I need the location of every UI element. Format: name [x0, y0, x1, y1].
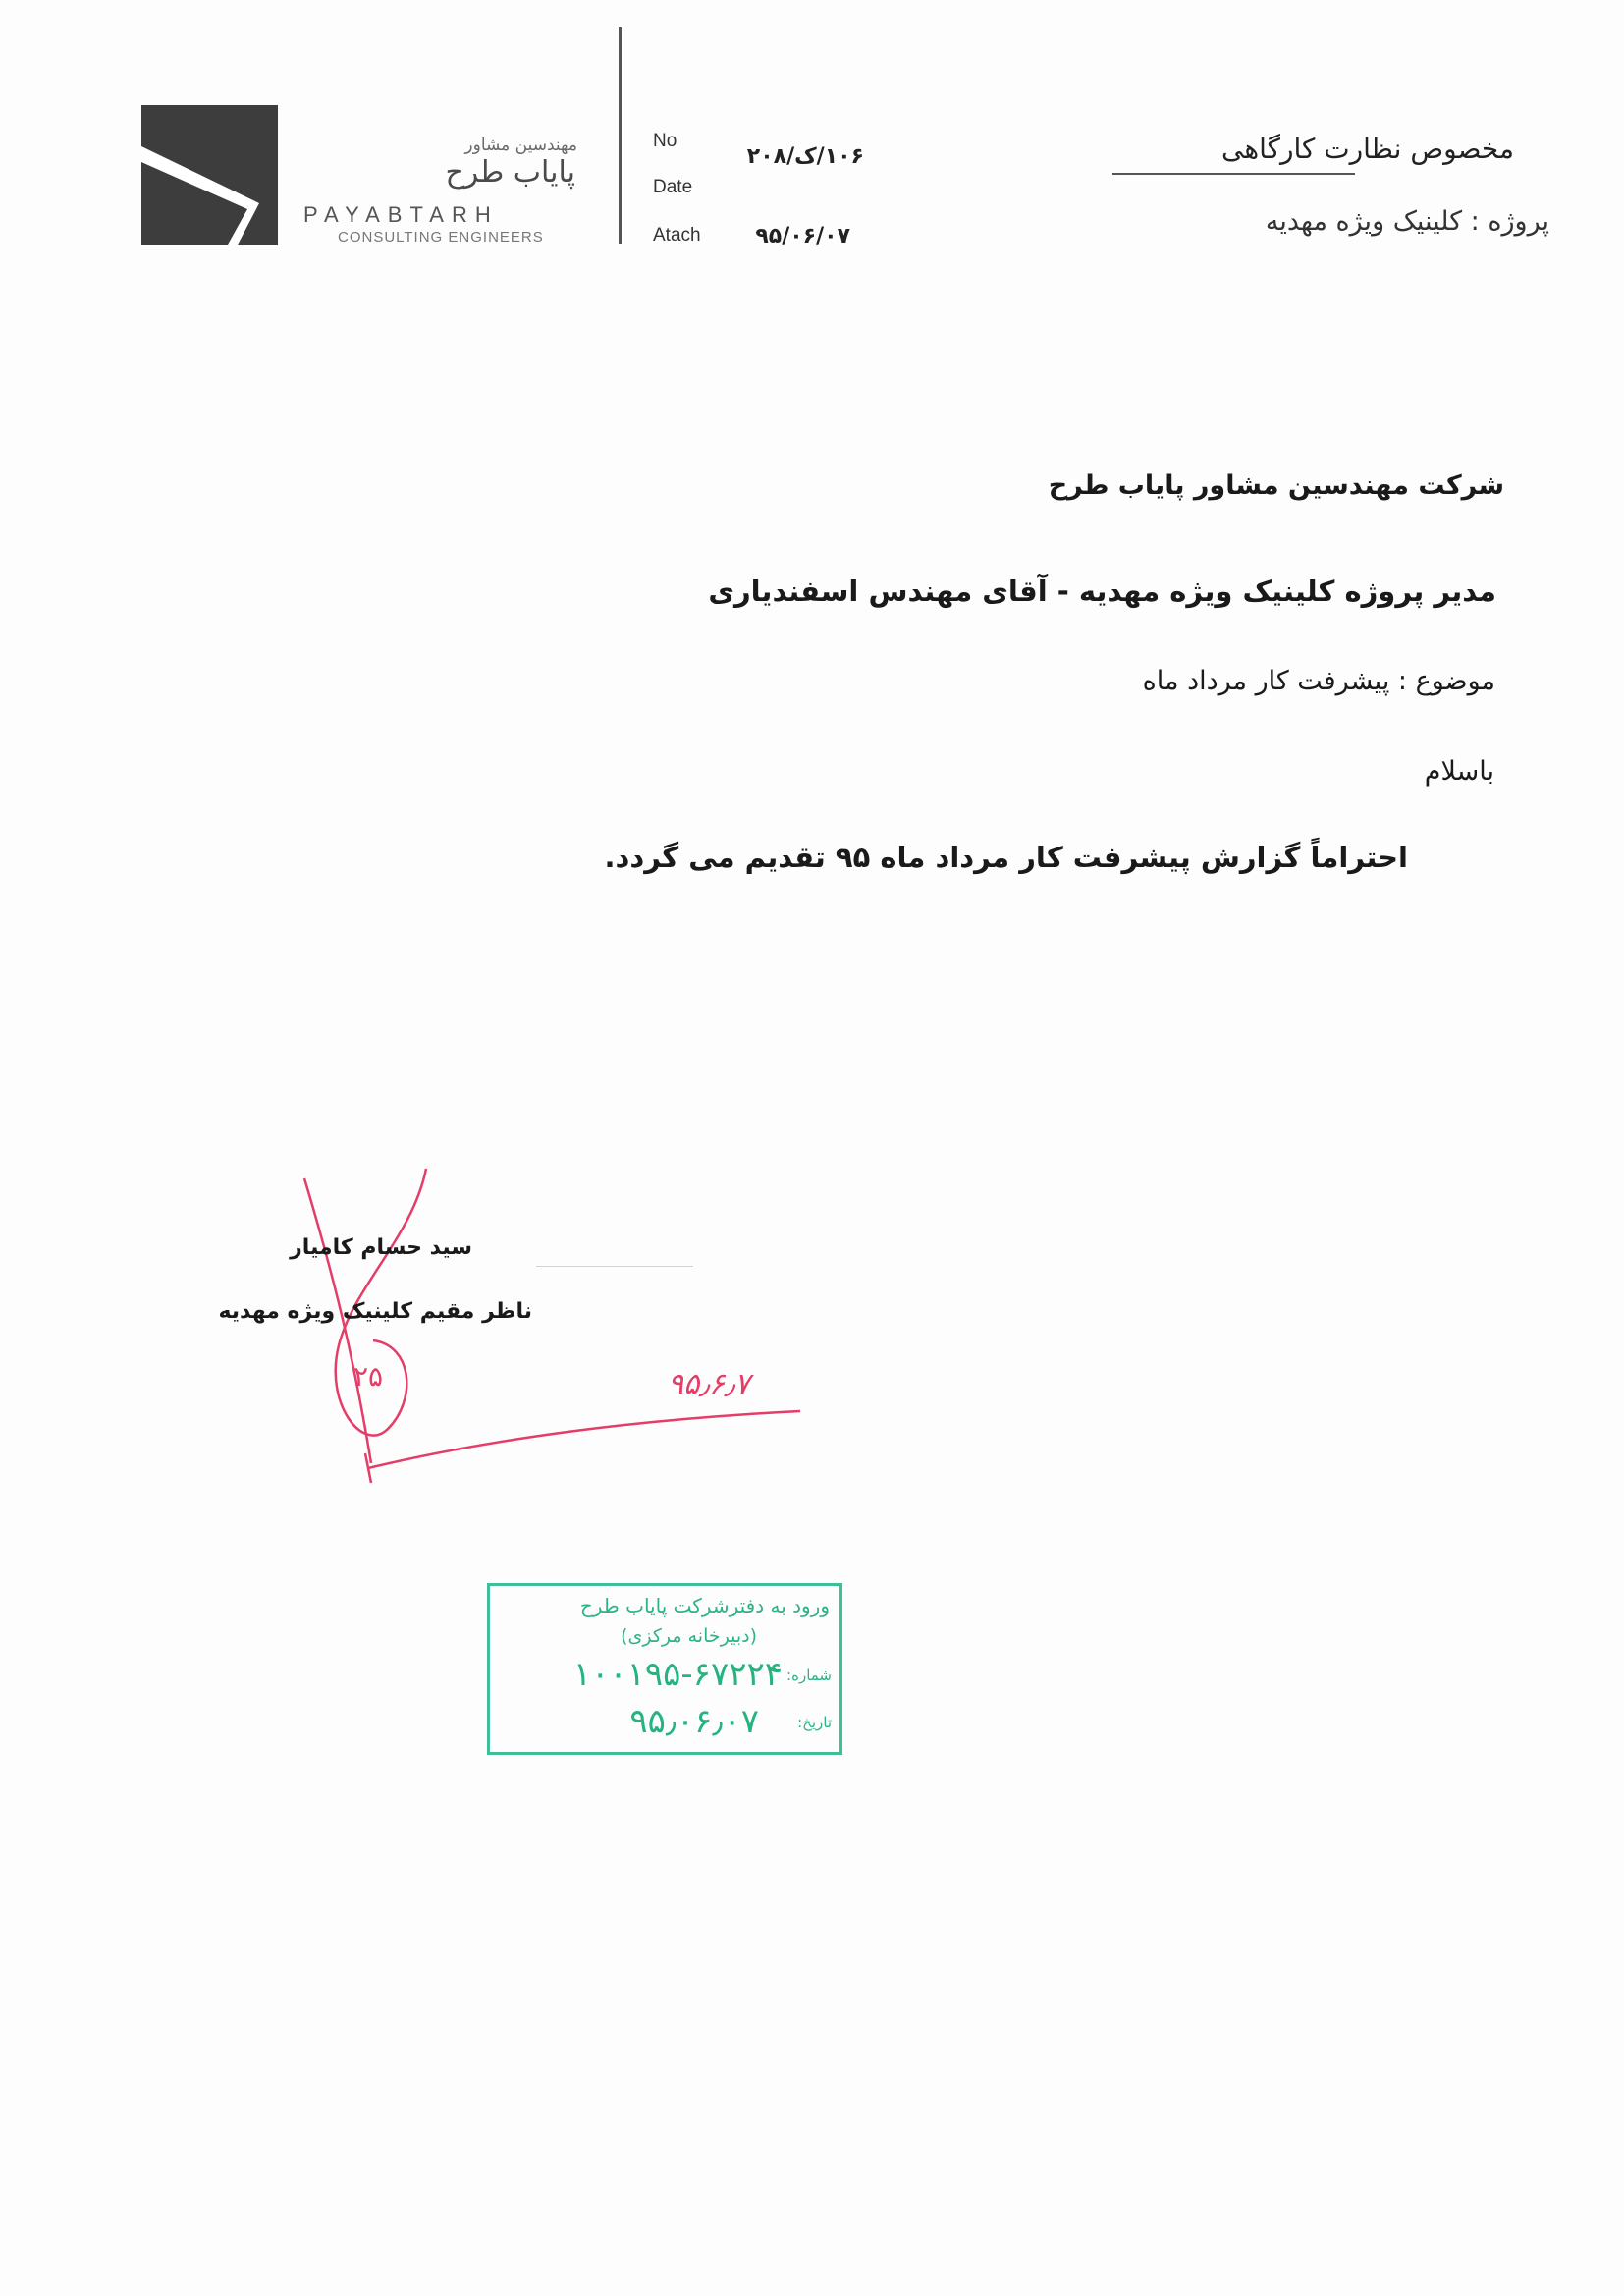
no-label: No	[653, 131, 677, 151]
signatory-title: ناظر مقیم کلینیک ویژه مهدیه	[218, 1299, 532, 1324]
letter-body: احتراماً گزارش پیشرفت کار مرداد ماه ۹۵ تقدیم می گردد.	[604, 841, 1408, 874]
header-right-title: مخصوص نظارت کارگاهی	[1221, 133, 1514, 165]
handwritten-annotation	[295, 1159, 844, 1493]
recipient-person: مدیر پروژه کلینیک ویژه مهدیه - آقای مهندس اسفندیاری	[708, 574, 1496, 608]
signatory-name: سید حسام کامیار	[290, 1235, 472, 1260]
stamp-date: ۹۵٫۰۶٫۰۷	[629, 1702, 759, 1741]
greeting: باسلام	[1424, 756, 1494, 787]
stamp-number: ۱۰۰۱۹۵-۶۷۲۲۴	[572, 1655, 783, 1694]
stamp-title: ورود به دفترشرکت پایاب طرح	[579, 1594, 830, 1617]
letter-date: ۹۵/۰۶/۰۷	[755, 224, 850, 248]
letter-number: ۱۰۶/ک/۲۰۸	[746, 144, 864, 169]
logo-english-subtitle: CONSULTING ENGINEERS	[338, 229, 544, 246]
header-divider	[619, 27, 622, 244]
date-label: Date	[653, 177, 693, 197]
recipient-company: شرکت مهندسین مشاور پایاب طرح	[1048, 470, 1504, 501]
signature-rule	[536, 1266, 693, 1267]
handwritten-date: ۹۵٫۶٫۷	[668, 1367, 750, 1401]
subject-line: موضوع : پیشرفت کار مرداد ماه	[1142, 666, 1495, 696]
header-underline	[1112, 173, 1355, 175]
atach-label: Atach	[653, 225, 701, 246]
company-logo-mark	[141, 105, 278, 245]
stamp-number-label: شماره:	[786, 1667, 832, 1684]
receipt-stamp	[487, 1583, 842, 1755]
stamp-date-label: تاریخ:	[797, 1714, 832, 1731]
logo-persian-name: پایاب طرح	[445, 155, 575, 190]
handwritten-mark: ۲۵	[353, 1360, 384, 1393]
header-project-name: پروژه : کلینیک ویژه مهدیه	[1265, 206, 1549, 237]
logo-english-name: PAYABTARH	[303, 202, 499, 227]
logo-persian-subtitle: مهندسین مشاور	[464, 136, 577, 155]
stamp-subtitle: (دبیرخانه مرکزی)	[621, 1625, 757, 1647]
